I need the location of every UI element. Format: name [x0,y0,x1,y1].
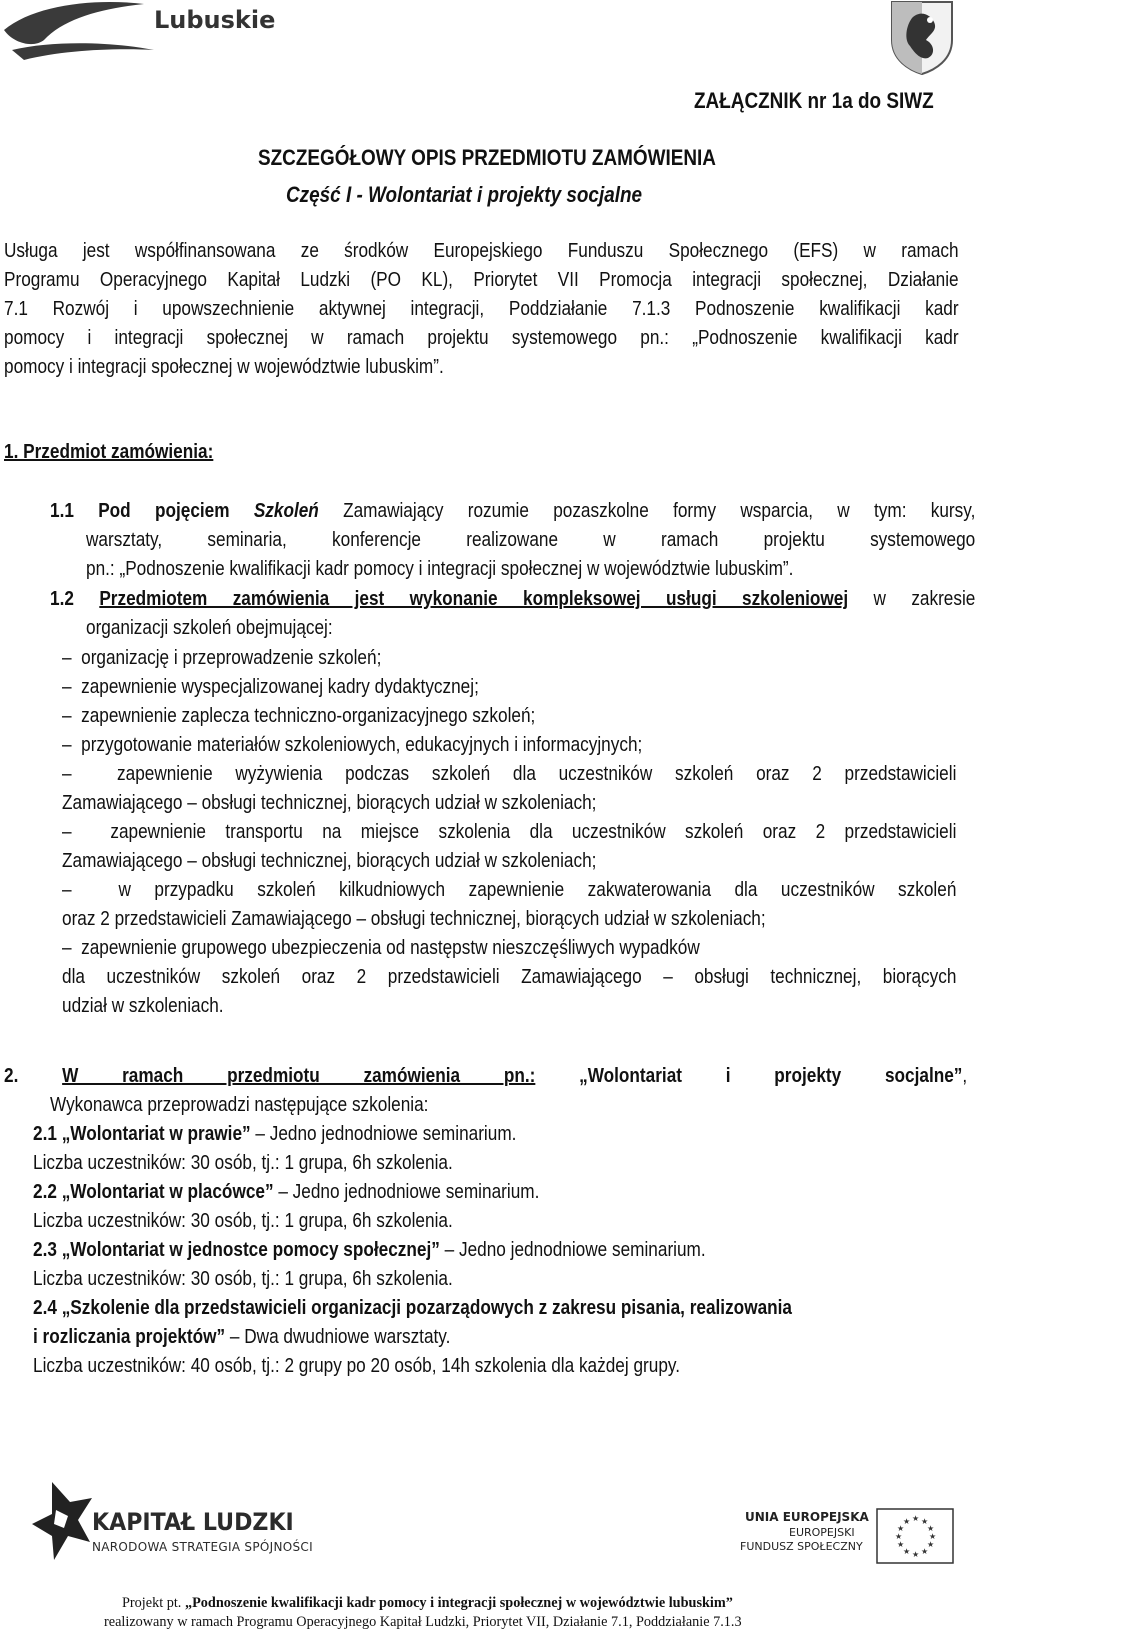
list-item [62,702,836,731]
list-item [62,731,836,760]
svg-text:★: ★ [927,1540,935,1549]
eu-line1: UNIA EUROPEJSKA [745,1510,869,1524]
training-desc: – Jedno jednodniowe seminarium. [250,1123,517,1145]
footer-project-line [122,1594,733,1613]
training-desc: – Jedno jednodniowe seminarium. [439,1239,706,1261]
training-num: 2.4 [33,1297,57,1319]
kl-subtitle: NARODOWA STRATEGIA SPÓJNOŚCI [92,1540,313,1554]
list-item-text: zapewnienie wyżywienia podczas szkoleń dla uczestników szkoleń oraz 2 przedstawicieli [117,763,957,785]
annex-label: ZAŁĄCZNIK nr 1a do SIWZ [694,88,934,113]
list-item [62,644,836,673]
eu-line3: FUNDUSZ SPOŁECZNY [740,1540,863,1553]
svg-text:★: ★ [897,1524,905,1533]
training-detail: Liczba uczestników: 40 osób, tj.: 2 grupy po 20 osób, 14h szkolenia dla każdej grupy. [33,1355,680,1377]
kl-title: KAPITAŁ LUDZKI [92,1508,294,1536]
p11-italic: Szkoleń [253,500,319,522]
training-name: „Szkolenie dla przedstawicieli organizacji pozarządowych z zakresu pisania, realizowania [61,1297,792,1319]
dash-icon: – [62,705,82,727]
svg-text:★: ★ [927,1524,935,1533]
eu-logo [740,1508,955,1568]
p11-num: 1.1 [50,500,74,522]
paragraph-1-1 [50,497,1126,526]
svg-text:★: ★ [895,1532,903,1541]
lubuskie-brand-text: Lubuskie [154,6,276,34]
training-name: „Wolontariat w prawie” [61,1123,251,1145]
footer-project-prefix: Projekt pt. [122,1595,185,1611]
svg-text:★: ★ [912,1550,920,1559]
coat-of-arms-icon [890,0,954,76]
svg-text:★: ★ [921,1517,929,1526]
training-item [33,1294,792,1323]
p11-line1 [50,497,975,526]
scope-list [62,644,962,1021]
eu-line2: EUROPEJSKI [789,1526,855,1539]
list-item [62,673,836,702]
training-name: „Wolontariat w placówce” [61,1181,274,1203]
intro-line: Usługa jest współfinansowana ze środków Europejskiego Funduszu Społecznego (EFS) w ramach [4,240,959,262]
list-item [62,876,956,905]
dash-icon: – [62,821,111,843]
lubuskie-swoosh-icon [4,0,164,64]
svg-text:★: ★ [903,1547,911,1556]
training-num: 2.3 [33,1239,57,1261]
p12-line2: organizacji szkoleń obejmującej: [86,617,333,639]
training-desc: – Jedno jednodniowe seminarium. [273,1181,540,1203]
training-detail: Liczba uczestników: 30 osób, tj.: 1 grupa, 6h szkolenia. [33,1210,453,1232]
p12-line1 [50,585,975,614]
intro-line: pomocy i integracji społecznej w ramach projektu systemowego pn.: „Podnoszenie kwalifikacji kadr [4,327,959,349]
svg-text:★: ★ [921,1547,929,1556]
section-2-intro: Wykonawca przeprowadzi następujące szkolenia: [50,1094,429,1116]
section-2-num: 2. [4,1065,19,1087]
dash-icon: – [62,647,82,669]
training-detail: Liczba uczestników: 30 osób, tj.: 1 grupa, 6h szkolenia. [33,1152,453,1174]
lubuskie-logo [4,0,274,64]
list-item [62,934,836,963]
trainings-list [33,1120,916,1381]
training-item-cont [33,1323,792,1352]
intro-paragraph [4,237,1114,382]
svg-text:★: ★ [897,1540,905,1549]
intro-line: pomocy i integracji społecznej w województwie lubuskim”. [4,356,444,378]
list-item-cont: Zamawiającego – obsługi technicznej, biorących udział w szkoleniach; [62,792,597,814]
list-item [62,760,956,789]
list-item-cont: dla uczestników szkoleń oraz 2 przedstawicieli Zamawiającego – obsługi technicznej, biorących [62,966,957,988]
p12-rest: w zakresie [873,588,976,610]
list-item-text: zapewnienie transportu na miejsce szkolenia dla uczestników szkoleń oraz 2 przedstawicieli [110,821,957,843]
intro-line: 7.1 Rozwój i upowszechnienie aktywnej integracji, Poddziałanie 7.1.3 Podnoszenie kwalifikacji kadr [4,298,959,320]
eu-flag-icon [876,1508,954,1564]
section-1-heading: 1. Przedmiot zamówienia: [4,441,214,463]
section-2-heading-underlined: W ramach przedmiotu zamówienia pn.: [62,1065,536,1087]
training-desc: – Dwa dwudniowe warsztaty. [225,1326,451,1348]
kapital-ludzki-star-icon [30,1480,94,1562]
section-2-heading-bold: „Wolontariat i projekty socjalne” [579,1065,963,1087]
footer-realized-line: realizowany w ramach Programu Operacyjnego Kapitał Ludzki, Priorytet VII, Działanie 7.1, Poddziałanie 7.1.3 [104,1614,742,1630]
document-subtitle: Część I - Wolontariat i projekty socjalne [286,182,643,207]
dash-icon: – [62,734,82,756]
training-num: 2.1 [33,1123,57,1145]
kapital-ludzki-logo [30,1480,330,1560]
section-2-heading-comma: , [962,1065,968,1087]
list-item-text: zapewnienie wyspecjalizowanej kadry dydaktycznej; [81,676,479,698]
list-item-cont: oraz 2 przedstawicieli Zamawiającego – obsługi technicznej, biorących udział w szkoleniach; [62,908,766,930]
p11-line3: pn.: „Podnoszenie kwalifikacji kadr pomocy i integracji społecznej w województwie lubuskim”. [86,558,794,580]
list-item-text: przygotowanie materiałów szkoleniowych, edukacyjnych i informacyjnych; [81,734,643,756]
p11-bold: Pod pojęciem [98,500,230,522]
section-2-heading [4,1062,967,1091]
dash-icon: – [62,879,119,901]
p11-rest: Zamawiający rozumie pozaszkolne formy wsparcia, w tym: kursy, [343,500,976,522]
p11-line2: warsztaty, seminaria, konferencje realizowane w ramach projektu systemowego [86,529,976,551]
svg-text:★: ★ [912,1514,920,1523]
dash-icon: – [62,763,118,785]
document-title: SZCZEGÓŁOWY OPIS PRZEDMIOTU ZAMÓWIENIA [258,145,716,170]
list-item-text: zapewnienie grupowego ubezpieczenia od następstw nieszczęśliwych wypadków [81,937,700,959]
training-num: 2.2 [33,1181,57,1203]
list-item-text: zapewnienie zaplecza techniczno-organizacyjnego szkoleń; [81,705,536,727]
training-item [33,1120,792,1149]
footer-project-name: „Podnoszenie kwalifikacji kadr pomocy i integracji społecznej w województwie lubuskim” [184,1595,733,1611]
svg-text:★: ★ [903,1517,911,1526]
training-item [33,1236,792,1265]
training-detail: Liczba uczestników: 30 osób, tj.: 1 grupa, 6h szkolenia. [33,1268,453,1290]
training-item [33,1178,792,1207]
intro-line: Programu Operacyjnego Kapitał Ludzki (PO KL), Priorytet VII Promocja integracji społecznej, Działanie [4,269,959,291]
training-name: i rozliczania projektów” [33,1326,226,1348]
list-item [62,818,956,847]
dash-icon: – [62,676,82,698]
training-name: „Wolontariat w jednostce pomocy społecznej” [61,1239,440,1261]
svg-text:★: ★ [929,1532,937,1541]
list-item-cont: udział w szkoleniach. [62,995,224,1017]
list-item-cont: Zamawiającego – obsługi technicznej, biorących udział w szkoleniach; [62,850,597,872]
dash-icon: – [62,937,82,959]
p12-num: 1.2 [50,588,74,610]
p12-bold: Przedmiotem zamówienia jest wykonanie kompleksowej usługi szkoleniowej [99,588,849,610]
list-item-text: w przypadku szkoleń kilkudniowych zapewnienie zakwaterowania dla uczestników szkoleń [118,879,957,901]
list-item-text: organizację i przeprowadzenie szkoleń; [81,647,382,669]
